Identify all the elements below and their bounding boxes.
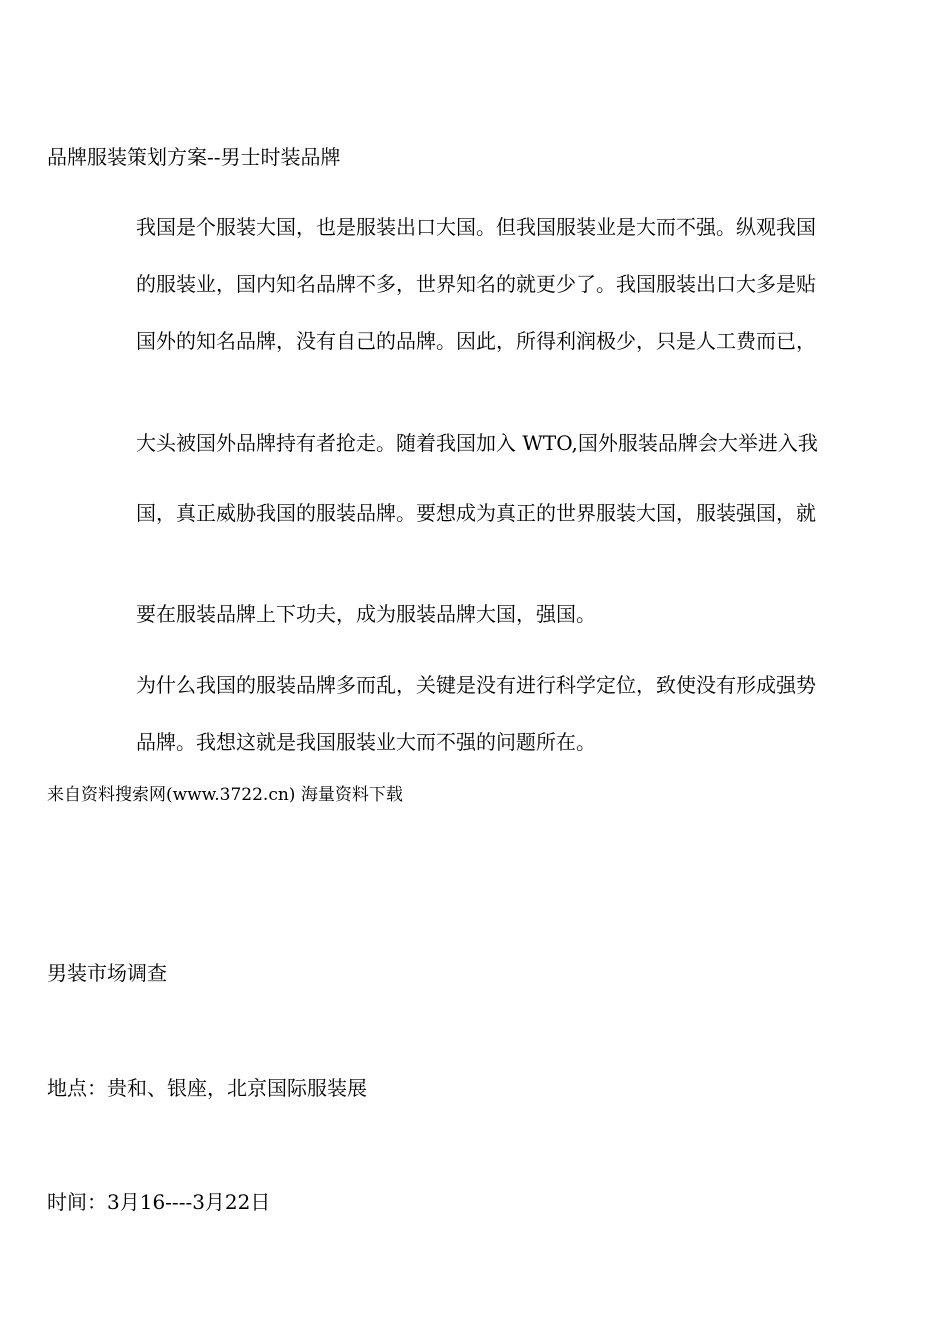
document-title: 品牌服装策划方案--男士时装品牌 <box>47 145 341 169</box>
paragraph-1-line-3: 国外的知名品牌，没有自己的品牌。因此，所得利润极少，只是人工费而已， <box>136 329 816 353</box>
paragraph-1-line-2: 的服装业，国内知名品牌不多，世界知名的就更少了。我国服装出口大多是贴 <box>136 272 816 296</box>
paragraph-2-line-2: 品牌。我想这就是我国服装业大而不强的问题所在。 <box>136 730 596 754</box>
time-line: 时间：3月16----3月22日 <box>47 1190 271 1214</box>
paragraph-2-line-1: 为什么我国的服装品牌多而乱，关键是没有进行科学定位，致使没有形成强势 <box>136 673 816 697</box>
paragraph-1-line-4: 大头被国外品牌持有者抢走。随着我国加入 WTO,国外服装品牌会大举进入我 <box>136 431 818 455</box>
location-line: 地点：贵和、银座，北京国际服装展 <box>47 1076 367 1100</box>
source-note: 来自资料搜索网(www.3722.cn) 海量资料下载 <box>47 785 403 805</box>
section-title: 男装市场调查 <box>47 961 167 985</box>
paragraph-1-line-5: 国，真正威胁我国的服装品牌。要想成为真正的世界服装大国，服装强国，就 <box>136 501 816 525</box>
paragraph-1-line-6: 要在服装品牌上下功夫，成为服装品牌大国，强国。 <box>136 602 596 626</box>
paragraph-1-line-1: 我国是个服装大国，也是服装出口大国。但我国服装业是大而不强。纵观我国 <box>136 215 816 239</box>
